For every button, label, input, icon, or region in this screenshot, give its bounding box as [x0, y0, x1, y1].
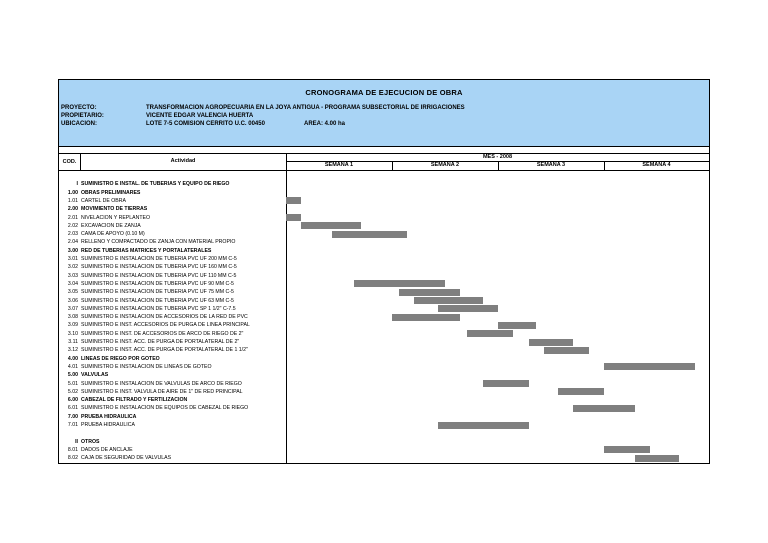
row-activity: SUMINISTRO E INST. VALVULA DE AIRE DE 1" DE RED PRINCIPAL: [81, 388, 243, 395]
ubicacion-value: LOTE 7-5 COMISION CERRITO U.C. 00450: [146, 121, 265, 127]
schedule-sheet: [58, 79, 710, 464]
row-activity: PRUEBA HIDRAULICA: [81, 413, 137, 420]
row-code: 3.00: [67, 247, 78, 254]
table-row: [59, 272, 287, 280]
row-code: 6.01: [67, 405, 78, 412]
table-row: [59, 288, 287, 296]
gantt-bar: [544, 347, 590, 354]
row-activity: SUMINISTRO E INSTALACION DE TUBERIA PVC UF 90 MM C-5: [81, 280, 234, 287]
gantt-bar: [604, 446, 650, 453]
gantt-bar: [483, 380, 529, 387]
gantt-bar: [438, 422, 529, 429]
table-row: [59, 363, 287, 371]
table-row: [59, 263, 287, 271]
row-activity: VALVULAS: [81, 372, 109, 379]
row-activity: SUMINISTRO E INSTALACION DE TUBERIA PVC UF 75 MM C-5: [81, 289, 234, 296]
table-row: [59, 380, 287, 388]
proyecto-label: PROYECTO:: [61, 105, 97, 111]
row-code: 8.01: [67, 446, 78, 453]
gantt-bar: [529, 339, 574, 346]
row-activity: LINEAS DE RIEGO POR GOTEO: [81, 355, 160, 362]
row-code: 3.12: [67, 347, 78, 354]
table-row: [59, 388, 287, 396]
row-code: 1.00: [67, 189, 78, 196]
row-activity: SUMINISTRO E INSTALACION DE TUBERIA PVC UF 160 MM C-5: [81, 264, 237, 271]
gantt-bar: [354, 280, 445, 287]
table-row: [59, 280, 287, 288]
row-activity: RELLENO Y COMPACTADO DE ZANJA CON MATERIAL PROPIO: [81, 239, 236, 246]
column-header: [59, 154, 709, 171]
row-activity: SUMINISTRO E INSTALACION DE TUBERIA PVC UF 200 MM C-5: [81, 256, 237, 262]
row-code: 3.11: [68, 339, 78, 345]
gantt-bar: [438, 305, 498, 312]
row-code: 6.00: [67, 397, 78, 404]
row-activity: SUMINISTRO E INSTALACION DE EQUIPOS DE CABEZAL DE RIEGO: [81, 405, 249, 412]
row-activity: CARTEL DE OBRA: [81, 197, 126, 204]
table-row: [59, 238, 287, 246]
row-code: 5.00: [67, 372, 78, 379]
table-row: [59, 421, 287, 429]
row-code: 3.03: [67, 272, 78, 279]
row-code: 3.10: [67, 330, 78, 337]
row-code: 3.08: [67, 314, 78, 321]
row-activity: SUMINISTRO E INSTALACION DE TUBERIA PVC UF 63 MM C-5: [81, 297, 234, 304]
row-code: 2.04: [67, 239, 78, 246]
table-row: [59, 172, 287, 180]
gantt-bar: [399, 289, 459, 296]
row-code: 3.04: [67, 280, 78, 287]
row-activity: OBRAS PRELIMINARES: [81, 189, 141, 196]
table-row: [59, 255, 287, 263]
table-row: [59, 429, 287, 437]
row-activity: EXCAVACION DE ZANJA: [81, 222, 141, 229]
row-code: 3.01: [67, 256, 78, 262]
table-row: [59, 438, 287, 446]
gantt-bar: [604, 363, 695, 370]
table-row: [59, 313, 287, 321]
area-value: AREA: 4.00 ha: [304, 121, 346, 127]
row-activity: MOVIMIENTO DE TIERRAS: [81, 206, 148, 213]
row-code: I: [76, 181, 78, 188]
row-code: 4.01: [67, 363, 78, 370]
row-code: 8.02: [67, 455, 78, 462]
divider: [604, 161, 605, 170]
week-1-header: SEMANA 1: [324, 162, 354, 168]
gantt-bar: [286, 197, 301, 204]
divider: [80, 154, 81, 170]
table-row: [59, 330, 287, 338]
row-activity: NIVELACION Y REPLANTEO: [81, 214, 150, 221]
table-row: [59, 205, 287, 213]
table-row: [59, 189, 287, 197]
table-row: [59, 396, 287, 404]
gantt-bar: [286, 214, 301, 221]
gantt-bar: [332, 231, 407, 238]
row-activity: DADOS DE ANCLAJE: [81, 446, 133, 453]
gantt-bar: [498, 322, 536, 329]
week-4-header: SEMANA 4: [642, 162, 671, 168]
row-code: 3.09: [67, 322, 78, 329]
table-row: [59, 297, 287, 305]
divider: [498, 161, 499, 170]
actividad-header: Actividad: [170, 158, 196, 164]
row-activity: SUMINISTRO E INSTALACION DE ACCESORIOS DE LA RED DE PVC: [81, 314, 248, 321]
month-header: MES - 2008: [482, 154, 513, 160]
week-2-header: SEMANA 2: [430, 162, 460, 168]
row-activity: CAJA DE SEGURIDAD DE VALVULAS: [81, 455, 172, 462]
row-code: 5.02: [67, 388, 78, 395]
row-activity: PRUEBA HIDRAULICA: [81, 422, 135, 428]
row-activity: SUMINISTRO E INSTALACION DE VALVULAS DE ARCO DE RIEGO: [81, 380, 242, 387]
row-activity: RED DE TUBERIAS MATRICES Y PORTALATERALES: [81, 247, 212, 254]
row-code: II: [75, 438, 78, 445]
table-row: [59, 454, 287, 462]
table-row: [59, 355, 287, 363]
row-code: 1.01: [67, 197, 78, 204]
row-activity: OTROS: [81, 438, 100, 445]
row-activity: CABEZAL DE FILTRADO Y FERTILIZACION: [81, 397, 188, 404]
table-row: [59, 346, 287, 354]
row-code: 2.02: [67, 222, 78, 229]
gantt-bar: [467, 330, 513, 337]
row-code: 2.01: [67, 214, 78, 221]
row-activity: SUMINISTRO E INST. ACCESORIOS DE PURGA DE LINEA PRINCIPAL: [81, 322, 250, 329]
gantt-bar: [301, 222, 361, 229]
table-row: [59, 321, 287, 329]
table-row: [59, 446, 287, 454]
cod-header: COD.: [62, 159, 77, 165]
row-activity: CAMA DE APOYO (0.10 M): [81, 231, 145, 238]
row-code: 2.03: [67, 231, 78, 238]
table-row: [59, 404, 287, 412]
row-code: 2.00: [67, 206, 78, 213]
row-code: 3.05: [67, 289, 78, 296]
table-row: [59, 338, 287, 346]
propietario-value: VICENTE EDGAR VALENCIA HUERTA: [146, 113, 254, 119]
week-3-header: SEMANA 3: [536, 162, 566, 168]
gantt-bar: [635, 455, 680, 462]
row-activity: SUMINISTRO E INSTALACION DE TUBERIA PVC UF 110 MM C-5: [81, 272, 237, 279]
row-activity: SUMINISTRO E INSTALACION DE LINEAS DE GOTEO: [81, 363, 212, 370]
row-code: 7.01: [67, 422, 78, 428]
row-code: 7.00: [67, 413, 78, 420]
row-code: 3.06: [67, 297, 78, 304]
divider: [392, 161, 393, 170]
spacer-band: [59, 146, 709, 154]
gantt-bar: [392, 314, 460, 321]
row-activity: SUMINISTRO E INSTAL. DE TUBERIAS Y EQUIPO DE RIEGO: [81, 181, 230, 188]
table-row: [59, 222, 287, 230]
row-activity: SUMINISTRO E INSTALACION DE TUBERIA PVC SP 1 1/2" C-7.5: [81, 305, 236, 312]
table-row: [59, 305, 287, 313]
propietario-label: PROPIETARIO:: [61, 113, 104, 119]
table-row: [59, 247, 287, 255]
page-title: CRONOGRAMA DE EJECUCION DE OBRA: [305, 88, 463, 97]
gantt-bar: [558, 388, 604, 395]
table-row: [59, 230, 287, 238]
ubicacion-label: UBICACION:: [61, 121, 97, 127]
proyecto-value: TRANSFORMACION AGROPECUARIA EN LA JOYA ANTIGUA - PROGRAMA SUBSECTORIAL DE IRRIGACIONES: [146, 105, 465, 111]
row-activity: SUMINISTRO E INST. ACC. DE PURGA DE PORTALATERAL DE 2": [81, 339, 240, 345]
row-code: 3.07: [67, 305, 78, 312]
table-row: [59, 371, 287, 379]
table-row: [59, 197, 287, 205]
header-panel: [59, 80, 709, 147]
row-code: 5.01: [67, 380, 78, 387]
table-row: [59, 214, 287, 222]
row-code: 4.00: [67, 355, 78, 362]
row-activity: SUMINISTRO E INST. DE ACCESORIOS DE ARCO DE RIEGO DE 2": [81, 330, 244, 337]
table-row: [59, 180, 287, 188]
gantt-bar: [573, 405, 634, 412]
row-code: 3.02: [67, 264, 78, 271]
table-row: [59, 413, 287, 421]
gantt-bar: [414, 297, 483, 304]
row-activity: SUMINISTRO E INST. ACC. DE PURGA DE PORTALATERAL DE 1 1/2": [81, 347, 248, 354]
